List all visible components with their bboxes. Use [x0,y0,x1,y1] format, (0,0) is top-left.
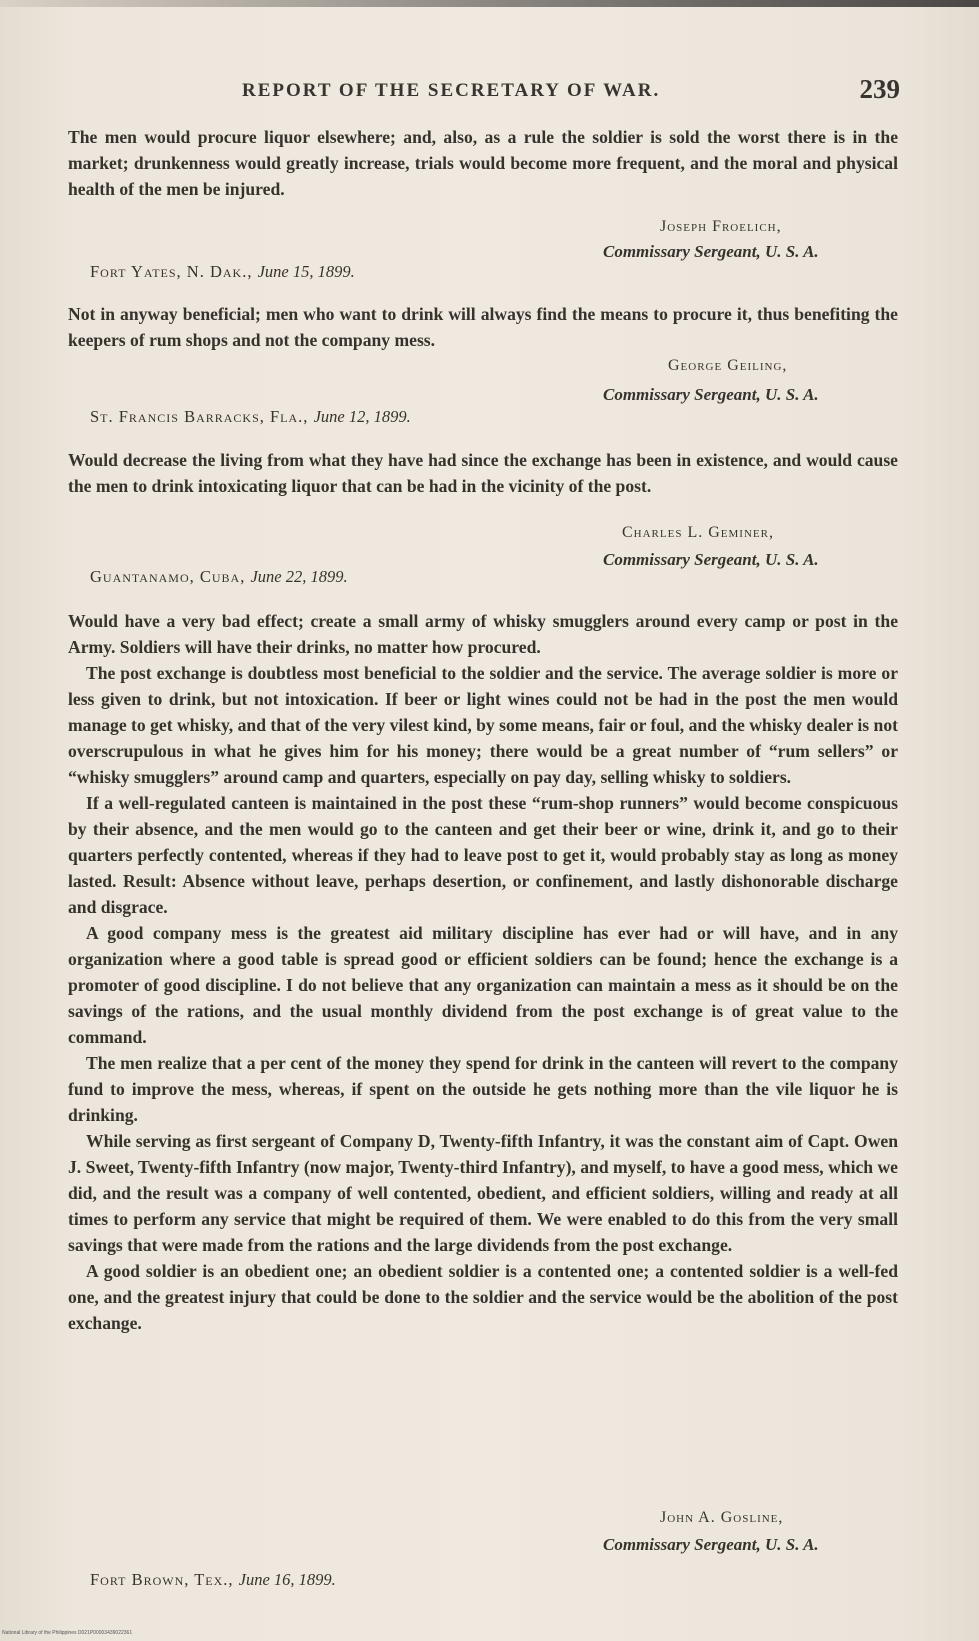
entry-4-paragraph-7: A good soldier is an obedient one; an obedient soldier is a contented one; a contented soldier is a well-fed one, and the greatest injury that could be done to the soldier and the service would be the abolition of the post exchange. [68,1261,898,1333]
scan-edge [0,0,979,7]
entry-1-paragraph-1: The men would procure liquor elsewhere; and, also, as a rule the soldier is sold the worst there is in the market; drunkenness would greatly increase, trials would become more frequent, and the moral and physical health of the men be injured. [68,127,898,199]
entry-4-paragraph-1: Would have a very bad effect; create a small army of whisky smugglers around every camp or post in the Army. Soldiers will have their drinks, no matter how procured. [68,611,898,657]
entry-1-signer-title: Commissary Sergeant, U. S. A. [603,242,819,261]
running-header [60,74,900,114]
entry-4-signer: John A. Gosline, [660,1509,784,1526]
footer-code: D021P00003439022361 [77,1630,133,1636]
entry-4-place [90,1570,336,1590]
running-title: REPORT OF THE SECRETARY OF WAR. [242,80,661,101]
entry-4-paragraph-2: The post exchange is doubtless most beneficial to the soldier and the service. The average soldier is more or less given to drink, but not intoxication. If beer or light wines could not be had in the post the men would manage to get whisky, and that of the very vilest kind, by some means, fair or foul, and the whisky dealer is not overscrupulous in what he gives him for his money; there would be a great number of “rum sellers” or “whisky smugglers” around camp and quarters, especially on pay day, selling whisky to soldiers. [68,663,898,787]
entry-3-signer: Charles L. Geminer, [622,524,774,541]
scan-footer [2,1630,132,1636]
entry-1-date: June 15, 1899. [257,262,355,281]
entry-3-date: June 22, 1899. [250,567,348,586]
entry-1-place [90,262,355,282]
entry-4-paragraph-6: While serving as first sergeant of Company D, Twenty-fifth Infantry, it was the constant aim of Capt. Owen J. Sweet, Twenty-fifth Infantry (now major, Twenty-third Infantry), and myself, to have a good mess, which we did, and the result was a company of well contented, obedient, and efficient soldiers, willing and ready at all times to perform any service that might be required of them. We were enabled to do this from the very small savings that were made from the rations and the large dividends from the post exchange. [68,1131,898,1255]
entry-4-body [68,608,898,1336]
entry-2-signer-title: Commissary Sergeant, U. S. A. [603,385,819,404]
entry-3-paragraph-1: Would decrease the living from what they have had since the exchange has been in existence, and would cause the men to drink intoxicating liquor that can be had in the vicinity of the post. [68,450,898,496]
entry-1-signer: Joseph Froelich, [660,218,782,235]
entry-3-place-name: Guantanamo, Cuba, [90,567,246,586]
entry-4-signer-title: Commissary Sergeant, U. S. A. [603,1535,819,1554]
entry-4-paragraph-5: The men realize that a per cent of the money they spend for drink in the canteen will revert to the company fund to improve the mess, whereas, if spent on the outside he gets nothing more than the vile liquor he is drinking. [68,1053,898,1125]
page-number: 239 [859,74,900,104]
footer-library: National Library of the Philippines [2,1630,77,1636]
entry-2-place-name: St. Francis Barracks, Fla., [90,407,309,426]
entry-4-date: June 16, 1899. [238,1570,336,1589]
entry-2-signer: George Geiling, [668,357,788,374]
entry-1-place-name: Fort Yates, N. Dak., [90,262,253,281]
entry-2-date: June 12, 1899. [313,407,411,426]
entry-3-place [90,567,348,587]
entry-2-place [90,407,411,427]
entry-3-signer-title: Commissary Sergeant, U. S. A. [603,550,819,569]
entry-4-paragraph-3: If a well-regulated canteen is maintained in the post these “rum-shop runners” would become conspicuous by their absence, and the men would go to the canteen and get their beer or wine, drink it, and go to their quarters perfectly contented, whereas if they had to leave post to get it, would probably stay as long as money lasted. Result: Absence without leave, perhaps desertion, or confinement, and lastly dishonorable discharge and disgrace. [68,793,898,917]
entry-4-paragraph-4: A good company mess is the greatest aid military discipline has ever had or will have, and in any organization where a good table is spread good or efficient soldiers can be found; hence the exchange is a promoter of good discipline. I do not believe that any organization can maintain a mess as it should be on the savings of the rations, and the usual monthly dividend from the post exchange is of great value to the command. [68,923,898,1047]
entry-4-place-name: Fort Brown, Tex., [90,1570,234,1589]
entry-2-paragraph-1: Not in anyway beneficial; men who want to drink will always find the means to procure it, thus benefiting the keepers of rum shops and not the company mess. [68,304,898,350]
